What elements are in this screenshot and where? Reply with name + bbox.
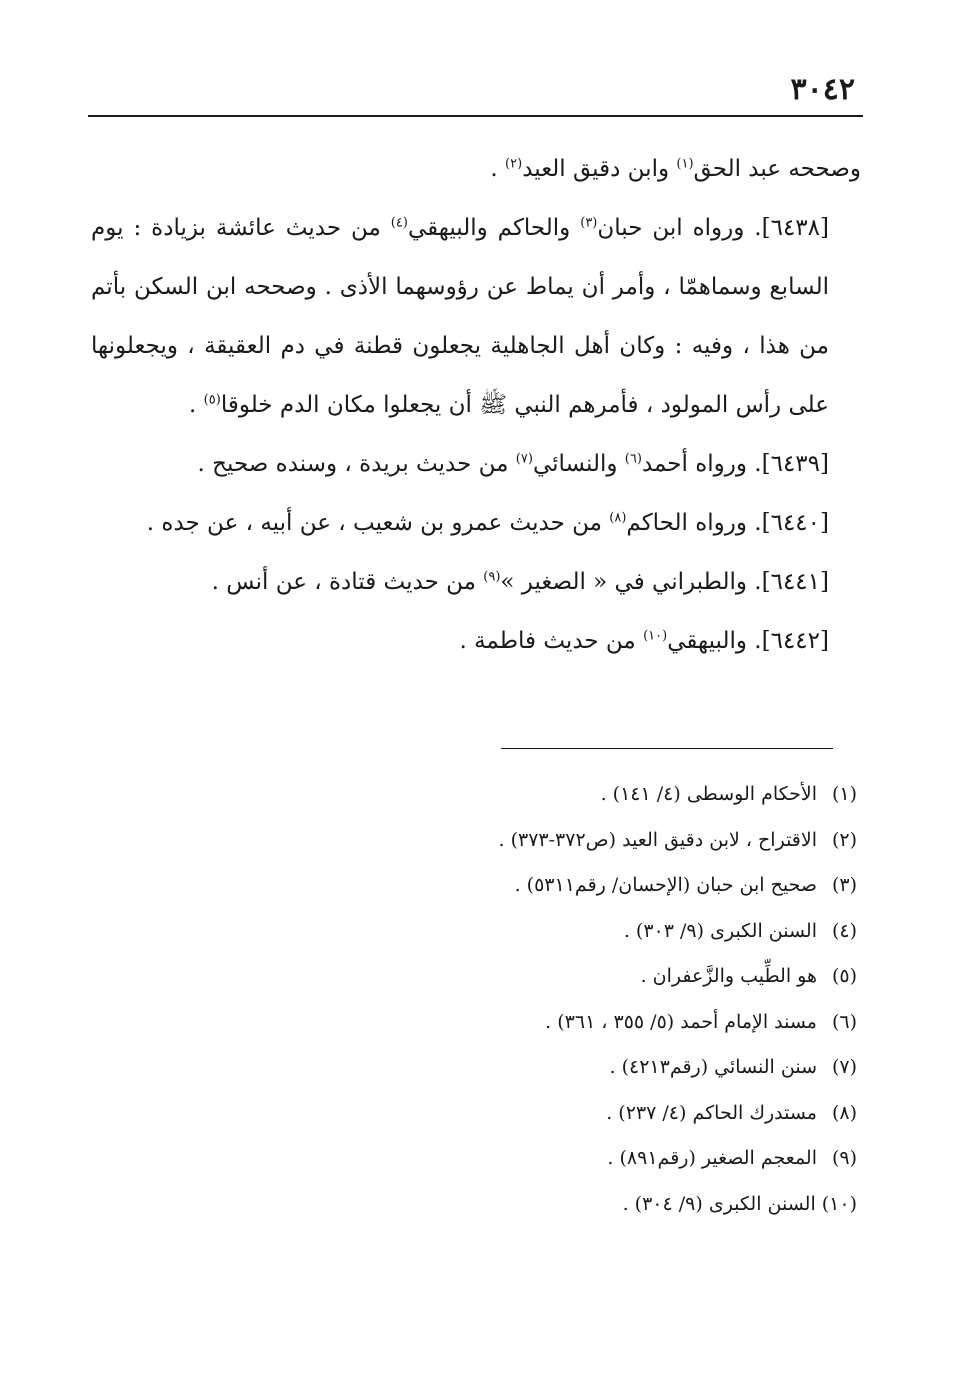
footnote-text: صحيح ابن حبان (الإحسان/ رقم٥٣١١) . [514, 874, 817, 896]
footnote-item [157, 772, 857, 818]
footnotes [157, 772, 857, 1227]
footnote-item [157, 1000, 857, 1046]
footnote-item [157, 954, 857, 1000]
footnote-separator [501, 748, 833, 749]
footnote-ref[interactable]: (٦) [624, 451, 642, 467]
hadith-entry-6441: [٦٤٤١]. والطبراني في « الصغير »$^{(٩)}$ من حديث قتادة ، عن أنس . [211, 569, 829, 595]
footnote-number: (٥) [831, 965, 857, 987]
footnote-number: (١) [831, 783, 857, 805]
footnote-ref[interactable]: (٨) [609, 510, 627, 526]
footnote-number: (٨) [831, 1101, 857, 1124]
page-number: ٣٠٤٢ [790, 72, 855, 107]
footnote-item [157, 909, 857, 955]
hadith-entry-6442: [٦٤٤٢]. والبيهقي$^{(١٠)}$ من حديث فاطمة . [459, 628, 829, 654]
footnote-number: (٢) [831, 828, 857, 851]
footnote-number: (٧) [831, 1056, 857, 1078]
footnote-text: الاقتراح ، لابن دقيق العيد (ص٣٧٢-٣٧٣) . [498, 828, 817, 851]
footnote-ref[interactable]: (٣) [580, 215, 598, 231]
hadith-entry-6439: [٦٤٣٩]. ورواه أحمد$^{(٦)}$ والنسائي$^{(٧)}$ من حديث بريدة ، وسنده صحيح . [197, 451, 829, 477]
footnote-number: (٣) [831, 874, 857, 896]
footnote-text: سنن النسائي (رقم٤٢١٣) . [609, 1056, 817, 1078]
footnote-number: (٤) [831, 919, 857, 942]
footnote-ref[interactable]: (٢) [505, 156, 523, 172]
footnote-text: مسند الإمام أحمد (٥/ ٣٥٥ ، ٣٦١) . [545, 1010, 817, 1033]
footnote-number: (٩) [831, 1147, 857, 1169]
main-text [91, 140, 861, 671]
footnote-ref[interactable]: (١٠) [643, 628, 668, 644]
footnote-text: المعجم الصغير (رقم٨٩١) . [607, 1147, 817, 1169]
footnote-ref[interactable]: (١) [676, 156, 694, 172]
footnote-text: الأحكام الوسطى (٤/ ١٤١) . [600, 783, 817, 805]
footnote-text: مستدرك الحاكم (٤/ ٢٣٧) . [606, 1101, 817, 1124]
footnote-text: هو الطِّيب والزَّعفران . [640, 965, 817, 987]
footnote-ref[interactable]: (٩) [483, 569, 501, 585]
footnote-ref[interactable]: (٧) [515, 451, 533, 467]
header-rule [88, 115, 863, 117]
hadith-entry-6438: [٦٤٣٨]. ورواه ابن حبان$^{(٣)}$ والحاكم والبيهقي$^{(٤)}$ من حديث عائشة بزيادة : يوم السابع وسماهمّا ، وأمر أن يماط عن رؤوسهما الأذى . وصححه ابن السكن بأتم من هذا ، وفيه : وكان أهل الجاهلية يجعلون قطنة في دم العقيقة ، ويجعلونها على رأس المولود ، فأمرهم النبي ﷺ أن يجعلوا مكان الدم خلوقا$^{(٥)}$ . [91, 215, 830, 418]
footnote-number: (٦) [831, 1010, 857, 1033]
footnote-text: السنن الكبرى (٩/ ٣٠٣) . [623, 919, 817, 942]
hadith-entry-6440: [٦٤٤٠]. ورواه الحاكم$^{(٨)}$ من حديث عمرو بن شعيب ، عن أبيه ، عن جده . [146, 510, 829, 536]
paragraph-continuation: وصححه عبد الحق$^{(١)}$ وابن دقيق العيد$^{(٢)}$ . [490, 156, 861, 182]
footnote-ref[interactable]: (٥) [203, 392, 221, 408]
footnote-number: (١٠) [821, 1192, 857, 1215]
footnote-item [157, 863, 857, 909]
footnote-item [157, 818, 857, 864]
footnote-item [157, 1182, 857, 1228]
footnote-item [157, 1136, 857, 1182]
footnote-ref[interactable]: (٤) [390, 215, 408, 231]
footnote-text: السنن الكبرى (٩/ ٣٠٤) . [622, 1192, 816, 1215]
footnote-item [157, 1045, 857, 1091]
footnote-item [157, 1091, 857, 1137]
